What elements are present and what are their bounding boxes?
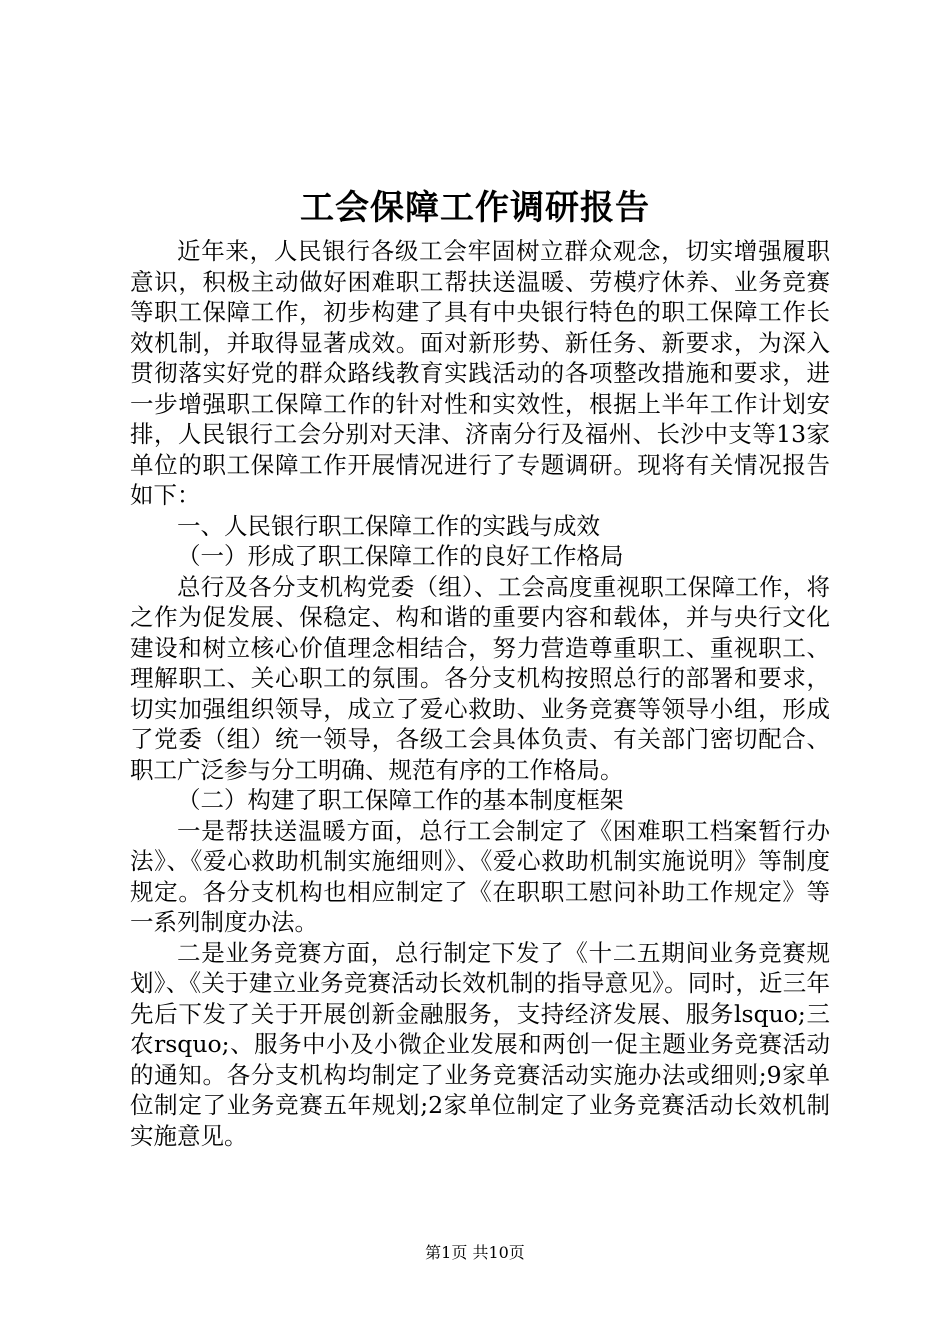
paragraph-work-pattern: 总行及各分支机构党委（组）、工会高度重视职工保障工作，将之作为促发展、保稳定、构和谐的重要内容和载体，并与央行文化建设和树立核心价值理念相结合，努力营造尊重职工、重视职工、理解职工、关心职工的氛围。各分支机构按照总行的部署和要求，切实加强组织领导，成立了爱心救助、业务竞赛等领导小组，形成了党委（组）统一领导，各级工会具体负责、有关部门密切配合、职工广泛参与分工明确、规范有序的工作格局。 xyxy=(130,572,830,784)
subsection-heading-2: （二）构建了职工保障工作的基本制度框架 xyxy=(177,786,624,814)
intro-paragraph: 近年来，人民银行各级工会牢固树立群众观念，切实增强履职意识，积极主动做好困难职工帮扶送温暖、劳模疗休养、业务竞赛等职工保障工作，初步构建了具有中央银行特色的职工保障工作长效机制，并取得显著成效。面对新形势、新任务、新要求，为深入贯彻落实好党的群众路线教育实践活动的各项整改措施和要求，进一步增强职工保障工作的针对性和实效性，根据上半年工作计划安排，人民银行工会分别对天津、济南分行及福州、长沙中支等13家单位的职工保障工作开展情况进行了专题调研。现将有关情况报告如下： xyxy=(130,237,830,509)
page-footer: 第1页 共10页 xyxy=(425,1243,525,1262)
paragraph-competition: 二是业务竞赛方面，总行制定下发了《十二五期间业务竞赛规划》、《关于建立业务竞赛活动长效机制的指导意见》。同时，近三年先后下发了关于开展创新金融服务，支持经济发展、服务lsquo;三农rsquo;、服务中小及小微企业发展和两创一促主题业务竞赛活动的通知。各分支机构均制定了业务竞赛活动实施办法或细则;9家单位制定了业务竞赛五年规划;2家单位制定了业务竞赛活动长效机制实施意见。 xyxy=(130,938,830,1150)
paragraph-assistance: 一是帮扶送温暖方面，总行工会制定了《困难职工档案暂行办法》、《爱心救助机制实施细则》、《爱心救助机制实施说明》等制度规定。各分支机构也相应制定了《在职职工慰问补助工作规定》等一系列制度办法。 xyxy=(130,816,830,936)
section-heading-1: 一、人民银行职工保障工作的实践与成效 xyxy=(177,511,600,540)
document-body xyxy=(130,236,830,1151)
document-title: 工会保障工作调研报告 xyxy=(300,188,650,228)
subsection-heading-1: （一）形成了职工保障工作的良好工作格局 xyxy=(177,542,624,570)
